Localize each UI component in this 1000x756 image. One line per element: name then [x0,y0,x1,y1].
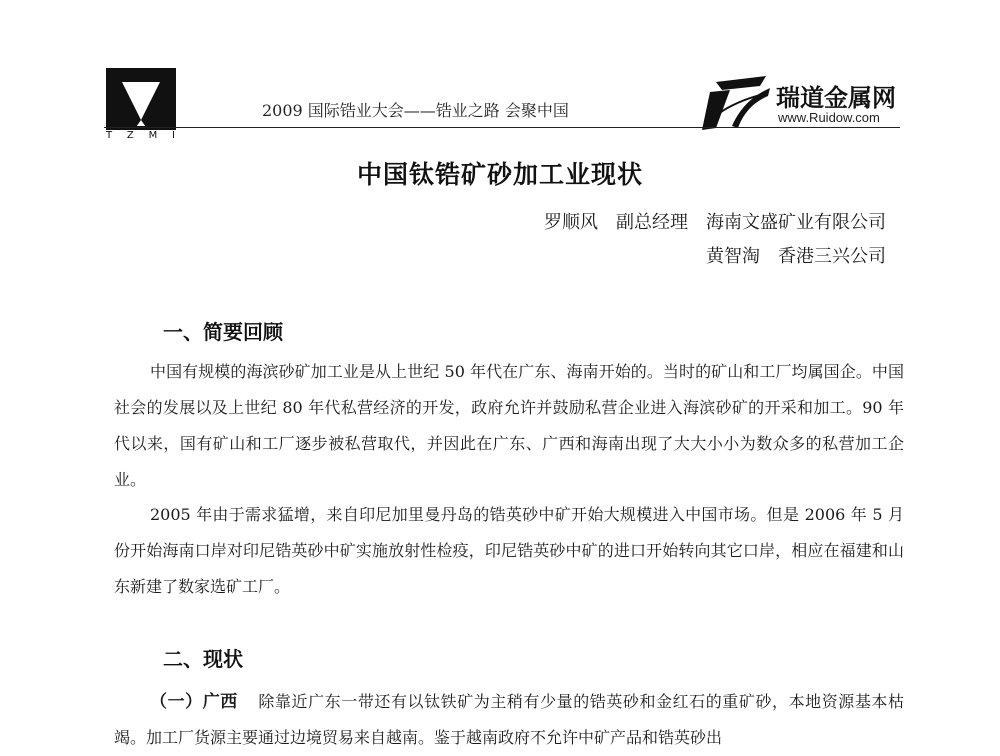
author-line [544,208,886,234]
ruidow-logo-icon [702,74,772,134]
subsection-paragraph [114,684,904,756]
subsection-label: （一）广西 [150,692,238,712]
subsection-text: 除靠近广东一带还有以钛铁矿为主稍有少量的锆英砂和金红石的重矿砂，本地资源基本枯竭。加工厂货源主要通过边境贸易来自越南。鉴于越南政府不允许中矿产品和锆英砂出 [114,692,904,747]
logo-letter: Z [126,130,135,141]
section-heading: 二、现状 [163,647,243,671]
section-heading: 一、简要回顾 [163,320,283,344]
header-divider [104,127,900,128]
logo-letter: I [172,130,176,141]
brand-name: 瑞道金属网 [776,84,896,112]
conference-title: 2009 国际锆业大会——锆业之路 会聚中国 [262,101,569,120]
body-paragraph: 2005 年由于需求猛增，来自印尼加里曼丹岛的锆英砂中矿开始大规模进入中国市场。但是 2006 年 5 月份开始海南口岸对印尼锆英砂中矿实施放射性检疫，印尼锆英砂中矿的进口开始转向其它口岸，相应在福建和山东新建了数家选矿工厂。 [114,505,904,596]
logo-letter: T [106,130,114,141]
logo-letter: M [148,130,159,141]
author-line [706,242,886,268]
author-name: 黄智淘 [706,246,760,267]
author-organization: 海南文盛矿业有限公司 [706,212,886,233]
document-title: 中国钛锆矿砂加工业现状 [356,160,643,189]
author-organization: 香港三兴公司 [778,246,886,267]
body-paragraph: 中国有规模的海滨砂矿加工业是从上世纪 50 年代在广东、海南开始的。当时的矿山和工厂均属国企。中国社会的发展以及上世纪 80 年代私营经济的开发，政府允许并鼓励私营企业进入海滨砂矿的开采和加工。90 年代以来，国有矿山和工厂逐步被私营取代，并因此在广东、广西和海南出现了大大小小为数众多的私营加工企业。 [114,362,904,489]
author-name: 罗顺风 [544,212,598,233]
brand-url: www.Ruidow.com [778,110,880,125]
author-role: 副总经理 [616,212,688,233]
tzmi-logo-letters [106,130,176,141]
